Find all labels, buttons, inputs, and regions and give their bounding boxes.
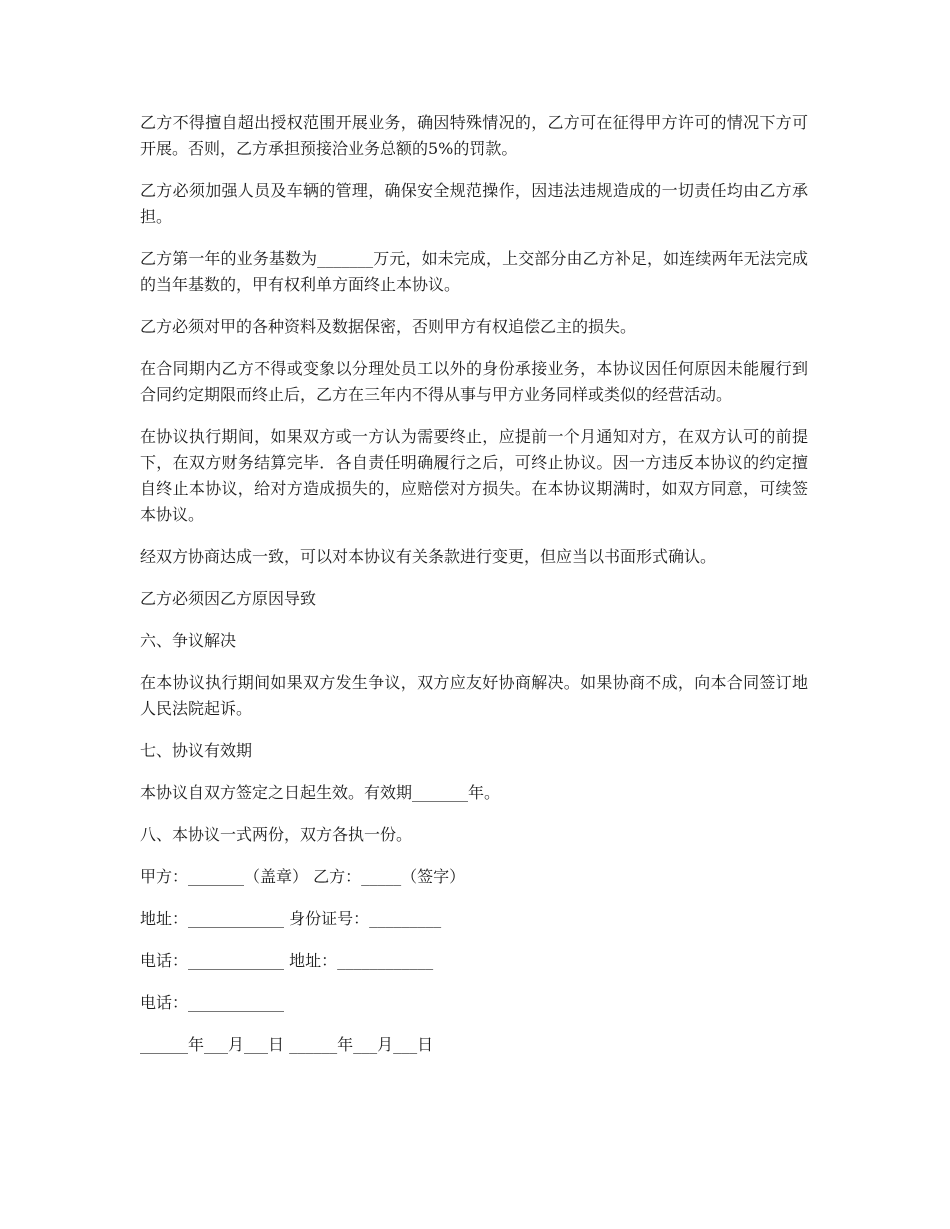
section-heading-validity: 七、协议有效期 bbox=[140, 741, 253, 760]
paragraph-unauthorized-business: 乙方不得擅自超出授权范围开展业务，确因特殊情况的，乙方可在征得甲方许可的情况下方可开展。否则，乙方承担预接洽业务总额的5%的罚款。 bbox=[140, 113, 808, 158]
paragraph-amendment: 经双方协商达成一致，可以对本协议有关条款进行变更，但应当以书面形式确认。 bbox=[140, 547, 717, 566]
paragraph-confidentiality: 乙方必须对甲的各种资料及数据保密，否则甲方有权追偿乙主的损失。 bbox=[140, 317, 637, 336]
signature-parties-line: 甲方：_______（盖章） 乙方：_____（签字） bbox=[140, 867, 466, 886]
paragraph-business-base: 乙方第一年的业务基数为_______万元，如未完成，上交部分由乙方补足，如连续两年无法完成的当年基数的，甲有权利单方面终止本协议。 bbox=[140, 249, 808, 294]
paragraph-termination: 在协议执行期间，如果双方或一方认为需要终止，应提前一个月通知对方，在双方认可的前提下，在双方财务结算完毕．各自责任明确履行之后，可终止协议。因一方违反本协议的约定擅自终止本协议，给对方造成损失的，应赔偿对方损失。在本协议期满时，如双方同意，可续签本协议。 bbox=[140, 427, 808, 524]
signature-phone-address-line: 电话：____________ 地址：____________ bbox=[140, 951, 434, 970]
signature-date-line: ______年___月___日 ______年___月___日 bbox=[140, 1035, 434, 1054]
paragraph-incomplete-clause: 乙方必须因乙方原因导致 bbox=[140, 589, 317, 608]
document-body bbox=[140, 110, 808, 1074]
signature-address-id-line: 地址：____________ 身份证号：_________ bbox=[140, 909, 442, 928]
signature-phone-line: 电话：____________ bbox=[140, 993, 285, 1012]
section-heading-dispute: 六、争议解决 bbox=[140, 631, 237, 650]
section-heading-copies: 八、本协议一式两份，双方各执一份。 bbox=[140, 825, 413, 844]
paragraph-validity: 本协议自双方签定之日起生效。有效期_______年。 bbox=[140, 783, 501, 802]
paragraph-vehicle-management: 乙方必须加强人员及车辆的管理，确保安全规范操作，因违法违规造成的一切责任均由乙方承担。 bbox=[140, 181, 808, 226]
paragraph-non-compete: 在合同期内乙方不得或变象以分理处员工以外的身份承接业务，本协议因任何原因未能履行到合同约定期限而终止后，乙方在三年内不得从事与甲方业务同样或类似的经营活动。 bbox=[140, 359, 808, 404]
paragraph-dispute-resolution: 在本协议执行期间如果双方发生争议，双方应友好协商解决。如果协商不成，向本合同签订地人民法院起诉。 bbox=[140, 673, 808, 718]
